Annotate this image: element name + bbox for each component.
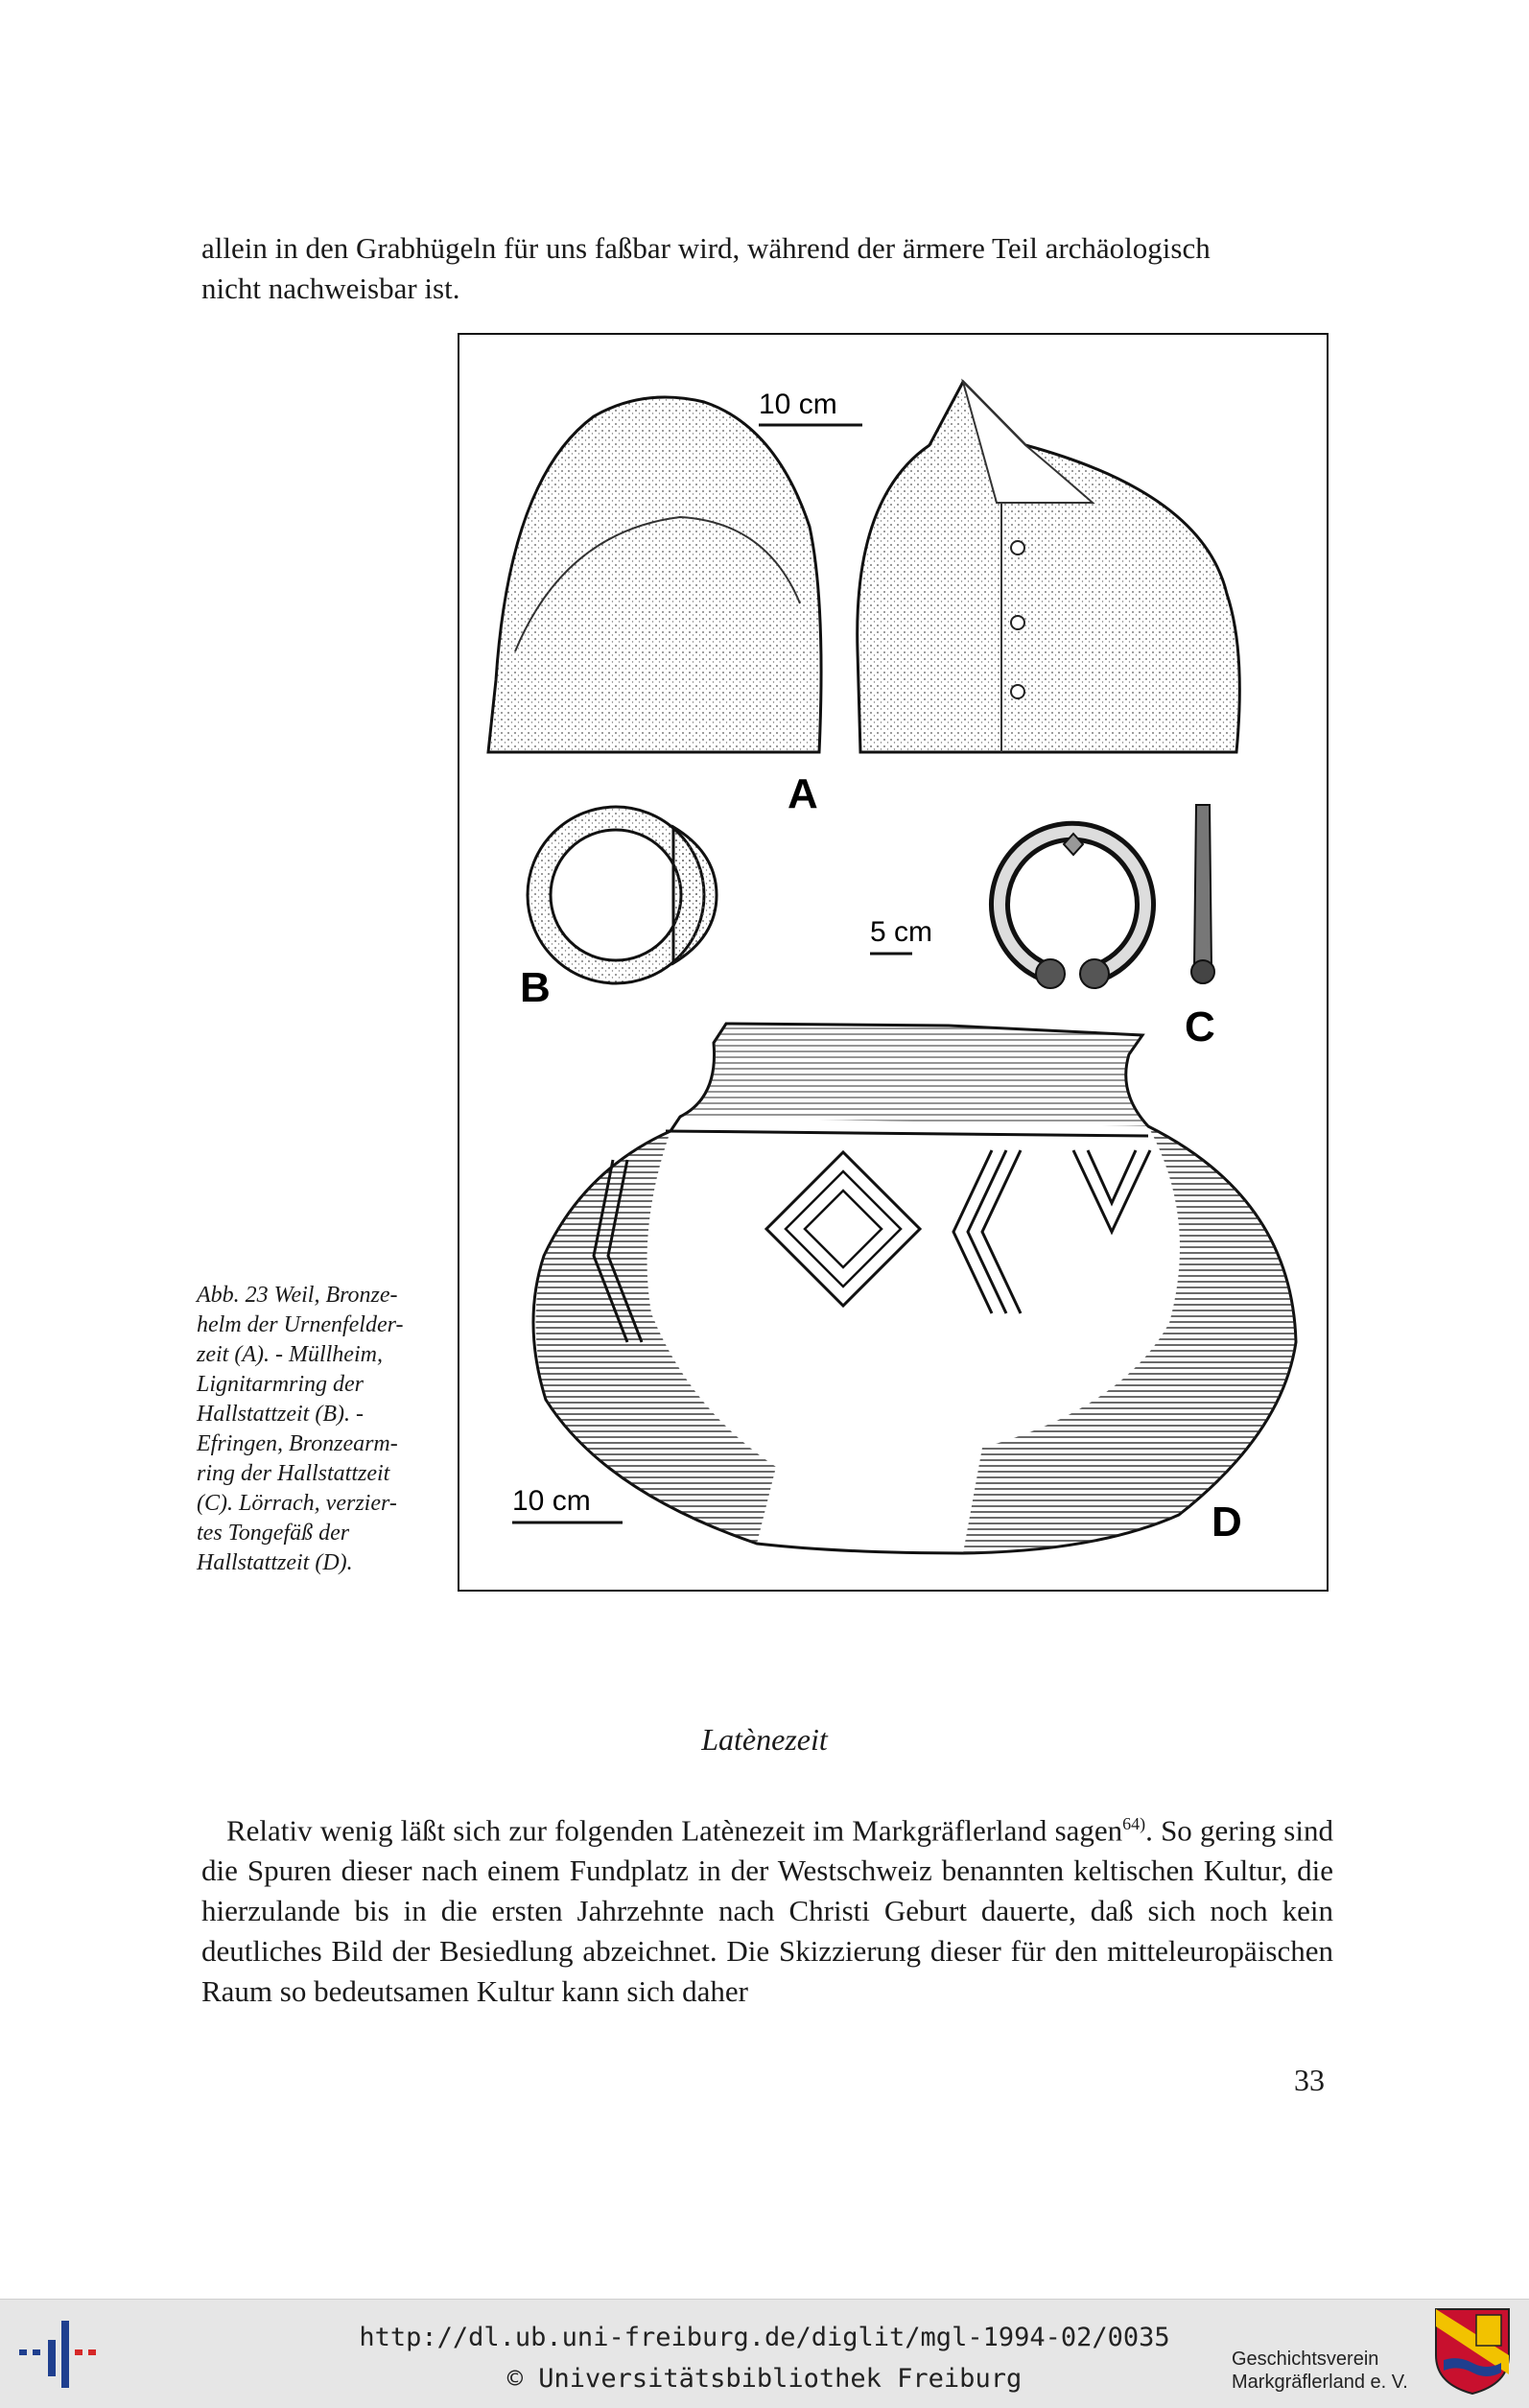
caption-line: tes Tongefäß der <box>197 1521 350 1546</box>
caption-line: helm der Urnenfelder- <box>197 1312 404 1337</box>
scale-label-helmet: 10 cm <box>759 389 837 420</box>
caption-line: Abb. 23 Weil, Bronze- <box>197 1283 398 1308</box>
helmet-pointed-drawing <box>858 382 1240 752</box>
coat-of-arms-icon <box>1434 2307 1511 2396</box>
intro-line-1: allein in den Grabhügeln für uns faßbar wird, während der ärmere Teil archäologisch <box>201 231 1211 265</box>
figure-drawing <box>459 335 1327 1590</box>
caption-line: Hallstattzeit (B). - <box>197 1402 364 1427</box>
caption-line: zeit (A). - Müllheim, <box>197 1342 383 1367</box>
figure-label-d: D <box>1211 1499 1242 1546</box>
section-heading: Latènezeit <box>701 1722 828 1757</box>
figure-caption <box>197 1281 441 1578</box>
scale-bar-vessel <box>512 1485 623 1523</box>
body-paragraph <box>201 1804 1333 2012</box>
lignite-ring-drawing <box>528 807 717 983</box>
body-text-end: . So gering sind die Spuren dieser nach einem Fundplatz in der Westschweiz benannten keltischen Kultur, die hierzulande bis in die ersten Jahrzehnte nach Christi Geburt dauerte, daß sich noch kein deutliches Bild der Besiedlung abzeichnet. Die Skizzierung dieser für den mitteleuropäischen Raum so bedeutsamen Kultur kann sich daher <box>201 1813 1333 2009</box>
figure-23 <box>458 333 1329 1592</box>
footer-bar <box>0 2299 1529 2408</box>
society-line-1: Geschichtsverein <box>1232 2349 1379 2370</box>
caption-line: ring der Hallstattzeit <box>197 1461 390 1486</box>
helmet-bell-drawing <box>488 397 821 752</box>
caption-line: Lignitarmring der <box>197 1372 365 1397</box>
bronze-ring-drawing <box>1000 805 1214 988</box>
footnote-ref[interactable]: 64) <box>1122 1814 1146 1833</box>
intro-text <box>201 228 1333 309</box>
footer-copyright: © Universitätsbibliothek Freiburg <box>506 2364 1023 2394</box>
footer-url-link[interactable]: http://dl.ub.uni-freiburg.de/diglit/mgl-1994-02/0035 <box>359 2323 1170 2352</box>
caption-line: Hallstattzeit (D). <box>197 1550 353 1575</box>
caption-line: Efringen, Bronzearm- <box>197 1431 398 1456</box>
scale-bar-rings <box>870 916 932 954</box>
decorated-vessel-drawing <box>533 1024 1296 1553</box>
scale-label-rings: 5 cm <box>870 916 933 948</box>
figure-label-c: C <box>1185 1003 1215 1051</box>
figure-label-a: A <box>788 770 818 817</box>
intro-line-2: nicht nachweisbar ist. <box>201 271 460 305</box>
scale-label-vessel: 10 cm <box>512 1485 591 1517</box>
scale-bar-helmet <box>759 389 862 425</box>
caption-line: (C). Lörrach, verzier- <box>197 1491 397 1516</box>
figure-label-b: B <box>520 964 551 1011</box>
page-number: 33 <box>1294 2063 1325 2097</box>
society-line-2: Markgräflerland e. V. <box>1232 2372 1408 2393</box>
footer-society-name <box>1232 2348 1443 2394</box>
body-text-start: Relativ wenig läßt sich zur folgenden Latènezeit im Markgräflerland sagen <box>226 1813 1123 1848</box>
